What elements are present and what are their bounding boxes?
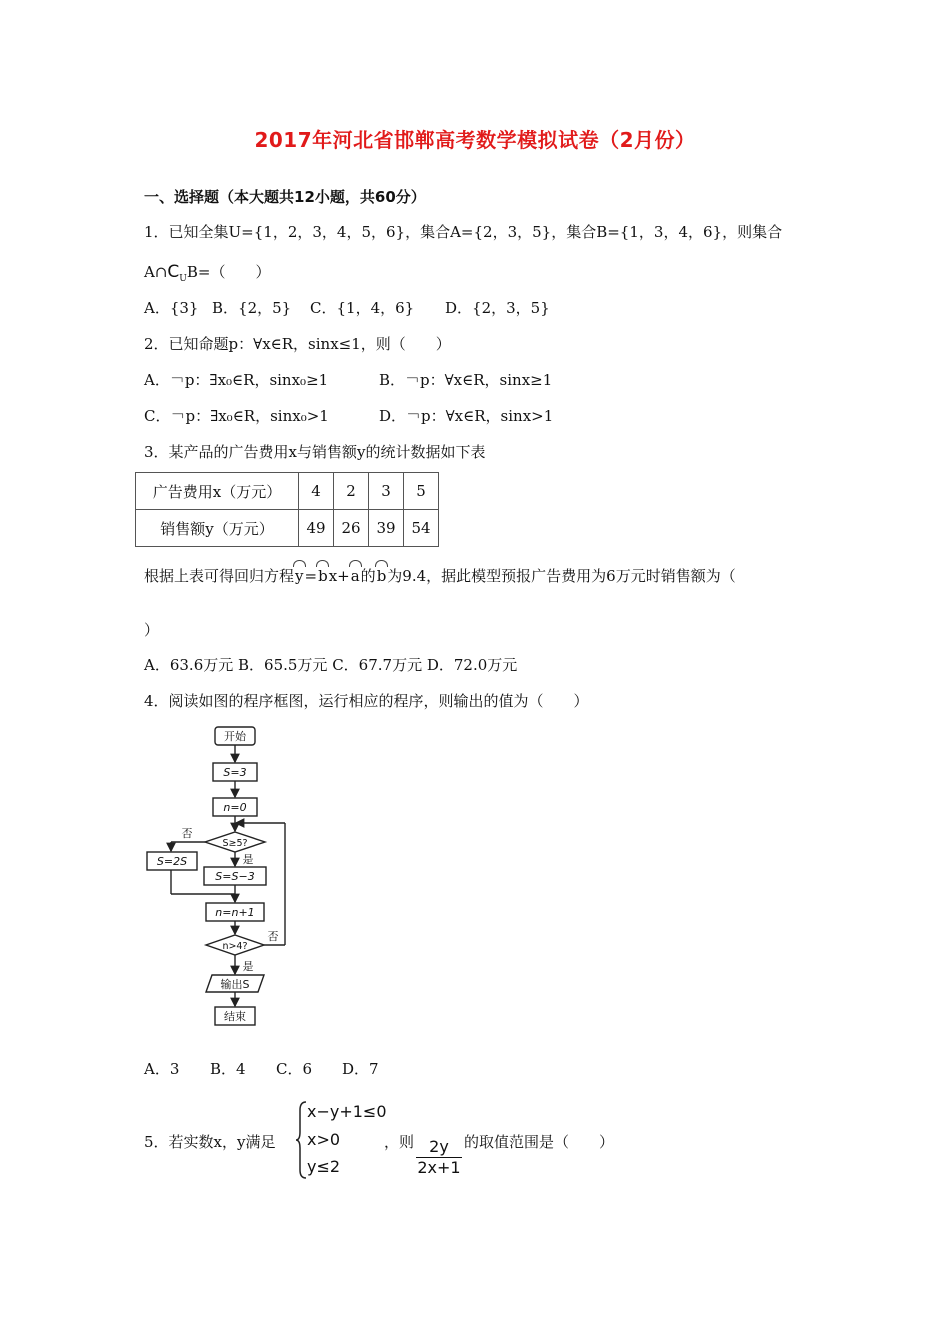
flow-sminus-label: S=S−3 [215, 870, 255, 883]
q5-fraction [416, 1137, 462, 1177]
q1-options [144, 298, 550, 318]
table-cell: 2 [334, 473, 369, 510]
table-row-header: 广告费用x（万元） [136, 473, 299, 510]
q5-ineq-3: y≤2 [307, 1157, 341, 1176]
q3-regression-line [144, 566, 736, 586]
q1-option-b: B．{2，5} [212, 299, 292, 317]
table-row-header: 销售额y（万元） [136, 510, 299, 547]
q4-option-a: A．3 [144, 1060, 180, 1078]
table-cell: 54 [404, 510, 439, 547]
q4-flowchart [140, 722, 300, 1032]
flow-yes1-label: 是 [242, 853, 254, 866]
flow-start-label: 开始 [224, 730, 246, 743]
q5-stem-mid: ，则 [384, 1133, 415, 1151]
flow-no1-label: 否 [181, 827, 193, 840]
table-cell: 5 [404, 473, 439, 510]
table-row [136, 473, 439, 510]
q2-option-b: B．￢p：∀x∈R，sinx≥1 [379, 371, 553, 389]
flow-nplus-label: n=n+1 [215, 906, 255, 919]
q3-text-pre: 根据上表可得回归方程 [144, 567, 295, 585]
q2-option-d: D．￢p：∀x∈R，sinx>1 [379, 407, 554, 425]
flow-end-label: 结束 [224, 1010, 246, 1023]
q3-eq-sign: = [304, 567, 318, 585]
q5-stem-post: 的取值范围是（ ） [464, 1133, 615, 1151]
q1-b-tail: B=（ ） [186, 263, 271, 281]
flow-cond2-label: n>4? [222, 941, 248, 952]
q4-options [144, 1059, 379, 1079]
flow-n0-label: n=0 [223, 801, 247, 814]
q2-option-a: A．￢p：∃x₀∈R，sinx₀≥1 [144, 371, 329, 389]
q1-option-c: C．{1，4，6} [310, 299, 415, 317]
q3-hat-a: a [350, 567, 360, 585]
q5-ineq-1: x−y+1≤0 [307, 1102, 387, 1121]
q3-hat-b2: b [376, 567, 387, 585]
q4-option-d: D．7 [342, 1060, 379, 1078]
q3-x-plus: x+ [328, 567, 350, 585]
q3-text-post: 为9.4，据此模型预报广告费用为6万元时销售额为（ [387, 567, 736, 585]
table-cell: 3 [369, 473, 404, 510]
q4-stem: 4．阅读如图的程序框图，运行相应的程序，则输出的值为（ ） [144, 692, 589, 710]
q3-de: 的 [360, 567, 376, 585]
table-cell: 39 [369, 510, 404, 547]
q4-option-c: C．6 [276, 1060, 313, 1078]
q1-option-d: D．{2，3，5} [445, 299, 550, 317]
page-title: 2017年河北省邯郸高考数学模拟试卷（2月份） [254, 128, 696, 152]
table-cell: 49 [299, 510, 334, 547]
q1-a-intersect: A∩ [144, 263, 168, 281]
q1-stem: 1．已知全集U={1，2，3，4，5，6}，集合A={2，3，5}，集合B={1，3，4，6}，则集合 [144, 223, 783, 241]
q1-complement-sub: U [179, 274, 187, 284]
flow-output-label: 输出S [220, 978, 250, 991]
flow-s2s-label: S=2S [156, 855, 188, 868]
q3-hat-y: y [295, 567, 304, 585]
q5-frac-den: 2x+1 [417, 1158, 461, 1177]
q1-complement: C [167, 262, 180, 282]
q3-stem: 3．某产品的广告费用x与销售额y的统计数据如下表 [144, 443, 486, 461]
q5-stem-pre: 5．若实数x，y满足 [144, 1133, 276, 1151]
q4-option-b: B．4 [210, 1060, 246, 1078]
q3-data-table [135, 472, 439, 547]
flow-s3-label: S=3 [223, 766, 247, 779]
q3-hat-b: b [318, 567, 328, 585]
q1-stem-line2 [144, 262, 270, 289]
q5-inequality-system [295, 1100, 387, 1180]
section-heading: 一、选择题（本大题共12小题，共60分） [144, 188, 426, 206]
q2-options-cd [144, 406, 553, 426]
q2-stem: 2．已知命题p：∀x∈R，sinx≤1，则（ ） [144, 335, 451, 353]
q3-close-paren: ） [144, 621, 160, 639]
q5-frac-num: 2y [416, 1137, 462, 1158]
q2-option-c: C．￢p：∃x₀∈R，sinx₀>1 [144, 407, 329, 425]
flow-cond1-label: S≥5? [222, 838, 248, 849]
table-cell: 26 [334, 510, 369, 547]
table-row [136, 510, 439, 547]
q3-options: A．63.6万元 B．65.5万元 C．67.7万元 D．72.0万元 [144, 656, 518, 674]
q5-ineq-2: x>0 [307, 1130, 341, 1149]
q1-option-a: A．{3} [144, 299, 199, 317]
q2-options-ab [144, 370, 552, 390]
flow-yes2-label: 是 [242, 960, 254, 973]
table-cell: 4 [299, 473, 334, 510]
flow-no2-label: 否 [267, 930, 279, 943]
